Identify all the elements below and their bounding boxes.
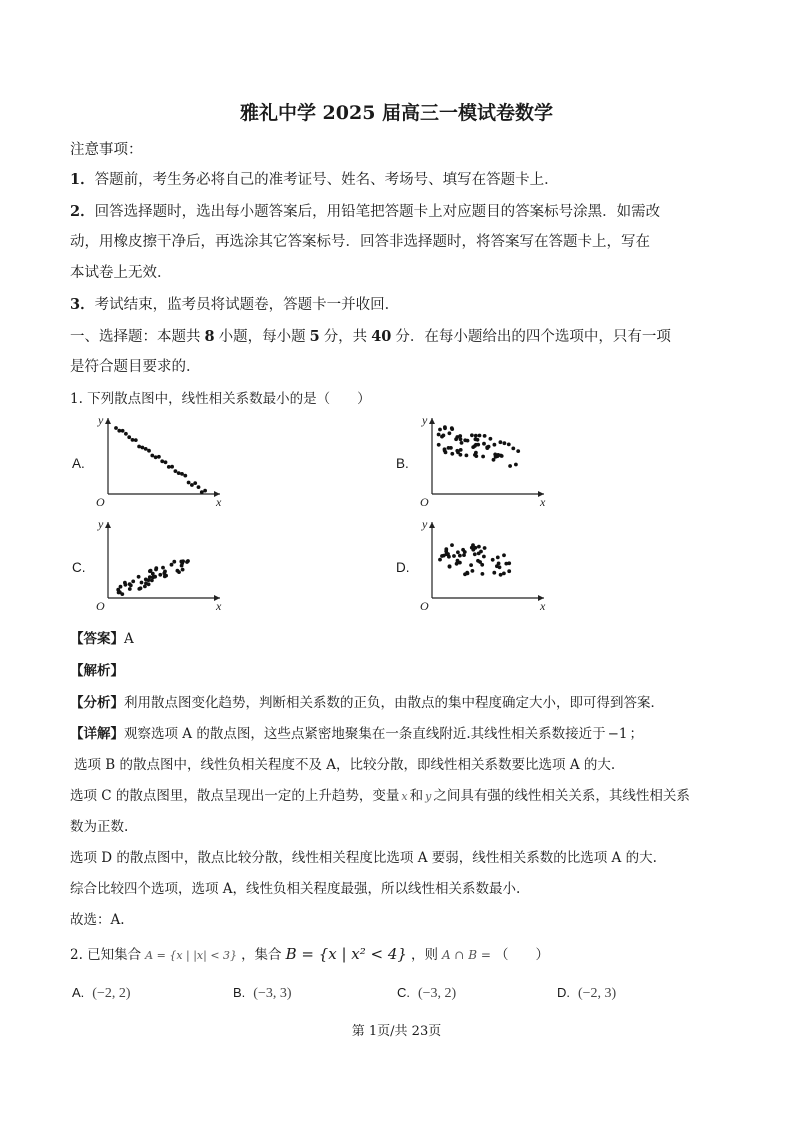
answer-line [70, 627, 134, 647]
option-c-label: C. [72, 560, 86, 575]
scatter-point [499, 573, 503, 577]
answer-value: A [124, 631, 134, 647]
origin-label: O [96, 599, 105, 613]
scatter-point [164, 574, 168, 578]
scatter-point [511, 447, 515, 451]
scatter-point [440, 554, 444, 558]
scatter-point [444, 547, 448, 551]
scatter-point [137, 445, 141, 449]
scatter-point [144, 447, 148, 451]
notice-item-2-line-2: 动，用橡皮擦干净后，再选涂其它答案标号．回答非选择题时，将答案写在答题卡上，写在 [70, 234, 650, 250]
scatter-point [473, 552, 477, 556]
scatter-point [160, 459, 164, 463]
y-axis-arrow [105, 418, 111, 424]
scatter-point [479, 550, 483, 554]
scatter-point [442, 434, 446, 438]
scatter-point [151, 572, 155, 576]
fenxi-line: 【分析】利用散点图变化趋势，判断相关系数的正负，由散点的集中程度确定大小，即可得到答案． [70, 695, 664, 711]
scatter-point [187, 481, 191, 485]
scatter-point [117, 429, 121, 433]
y-axis-arrow [429, 418, 435, 424]
scatter-point [134, 438, 138, 442]
scatter-point [502, 572, 506, 576]
notice-item-2-line-1: 2．回答选择题时，选出每小题答案后，用铅笔把答题卡上对应题目的答案标号涂黑．如需改 [70, 203, 661, 220]
scatter-point [493, 443, 497, 447]
scatter-point [483, 546, 487, 550]
scatter-point [496, 453, 500, 457]
scatter-point [200, 490, 204, 494]
total-points: 40 [371, 328, 392, 345]
scatter-point [508, 464, 512, 468]
scatter-point [443, 447, 447, 451]
scatter-plot-a [92, 412, 227, 508]
scatter-point [446, 552, 450, 556]
scatter-point [150, 454, 154, 458]
notice-item-1-text: 答题前，考生务必将自己的准考证号、姓名、考场号、填写在答题卡上． [94, 172, 559, 188]
scatter-point [144, 578, 148, 582]
scatter-point [499, 440, 503, 444]
scatter-plot-c [92, 516, 227, 612]
scatter-point [507, 443, 511, 447]
scatter-point [462, 553, 466, 557]
q2-option-c: C. (−3, 2) [397, 985, 457, 1001]
q2-option-d: D. (−2, 3) [557, 985, 617, 1001]
page-footer: 第 1页/共 23页 [351, 1024, 442, 1039]
option-b-label: B. [396, 456, 409, 471]
scatter-point [139, 586, 143, 590]
scatter-point [150, 579, 154, 583]
scatter-point [496, 556, 500, 560]
scatter-point [461, 548, 465, 552]
origin-label: O [420, 495, 429, 509]
scatter-point [498, 565, 502, 569]
intersection-expr: A ∩ B = [441, 948, 491, 962]
y-axis-label: y [98, 413, 104, 427]
x-axis-label: x [216, 599, 222, 613]
scatter-point [437, 443, 441, 447]
q2-option-a: A. (−2, 2) [72, 985, 131, 1001]
scatter-point [154, 455, 158, 459]
explanation-c-line-2: 数为正数. [70, 819, 129, 835]
scatter-point [452, 554, 456, 558]
scatter-point [154, 566, 158, 570]
scatter-point [203, 489, 207, 493]
scatter-point [119, 585, 123, 589]
scatter-point [481, 455, 485, 459]
origin-label: O [96, 495, 105, 509]
scatter-point [482, 442, 486, 446]
scatter-point [474, 434, 478, 438]
scatter-point [483, 434, 487, 438]
scatter-point [459, 437, 463, 441]
scatter-point [471, 543, 475, 547]
scatter-point [459, 448, 463, 452]
correlation-value: −1 [607, 726, 628, 742]
x-axis-label: x [540, 495, 546, 509]
scatter-point [185, 560, 189, 564]
x-axis-label: x [216, 495, 222, 509]
question-count: 8 [204, 328, 215, 345]
scatter-point [459, 453, 463, 457]
y-axis-arrow [429, 522, 435, 528]
scatter-point [161, 566, 165, 570]
scatter-point [447, 446, 451, 450]
set-b: B = {x | x² < 4} [285, 945, 407, 963]
scatter-plot-d [416, 516, 551, 612]
scatter-point [141, 446, 145, 450]
scatter-point [183, 474, 187, 478]
scatter-point [190, 483, 194, 487]
scatter-point [131, 580, 135, 584]
scatter-point [502, 553, 506, 557]
y-axis-label: y [422, 517, 428, 531]
scatter-point [448, 431, 452, 435]
scatter-point [497, 562, 501, 566]
scatter-point [482, 555, 486, 559]
scatter-point [458, 554, 462, 558]
scatter-point [114, 426, 118, 430]
scatter-point [121, 429, 125, 433]
scatter-point [127, 435, 131, 439]
scatter-point [476, 559, 480, 563]
scatter-point [193, 481, 197, 485]
explanation-d: 选项 D 的散点图中，散点比较分散，线性相关程度比选项 A 要弱，线性相关系数的比选项 A 的大. [70, 850, 657, 866]
y-axis-label: y [422, 413, 428, 427]
scatter-point [480, 563, 484, 567]
scatter-point [180, 561, 184, 565]
scatter-point [181, 568, 185, 572]
option-a-label: A. [72, 456, 85, 471]
scatter-point [140, 581, 144, 585]
scatter-point [170, 465, 174, 469]
scatter-point [481, 572, 485, 576]
scatter-point [170, 563, 174, 567]
explanation-c-line-1: 选项 C 的散点图里，散点呈现出一定的上升趋势，变量 x 和 y 之间具有强的线性相关关系，其线性相关系 [70, 788, 690, 804]
final-choice: 故选：A. [70, 912, 125, 928]
scatter-point [450, 452, 454, 456]
scatter-point [455, 435, 459, 439]
scatter-point [470, 433, 474, 437]
answer-tag: 【答案】 [70, 631, 124, 647]
notice-item-1 [70, 168, 559, 189]
scatter-point [177, 570, 181, 574]
scatter-point [124, 583, 128, 587]
scatter-point [158, 573, 162, 577]
notice-item-1-number: 1． [70, 171, 95, 188]
scatter-point [474, 454, 478, 458]
scatter-point [149, 569, 153, 573]
scatter-point [507, 561, 511, 565]
scatter-point [172, 560, 176, 564]
scatter-point [489, 437, 493, 441]
x-axis-label: x [540, 599, 546, 613]
scatter-point [455, 449, 459, 453]
scatter-point [148, 575, 152, 579]
scatter-point [456, 550, 460, 554]
scatter-point [476, 443, 480, 447]
analysis-tag: 【解析】 [70, 663, 124, 679]
scatter-point [120, 592, 124, 596]
scatter-point [507, 569, 511, 573]
scatter-point [463, 438, 467, 442]
y-axis-arrow [105, 522, 111, 528]
scatter-point [437, 433, 441, 437]
scatter-point [117, 591, 121, 595]
notice-item-2-number: 2． [70, 203, 95, 220]
scatter-point [469, 563, 473, 567]
scatter-point [477, 545, 481, 549]
option-d-label: D. [396, 560, 410, 575]
scatter-plot-b [416, 412, 551, 508]
section-heading-line-2: 是符合题目要求的． [70, 359, 201, 375]
scatter-point [456, 559, 460, 563]
explanation-b: 选项 B 的散点图中，线性负相关程度不及 A，比较分散，即线性相关系数要比选项 A 的大. [74, 757, 616, 773]
scatter-point [124, 432, 128, 436]
scatter-point [128, 587, 132, 591]
scatter-point [174, 469, 178, 473]
scatter-point [177, 471, 181, 475]
scatter-point [167, 465, 171, 469]
set-a: A = {x | |x| < 3} [145, 949, 238, 962]
scatter-point [450, 543, 454, 547]
y-axis-label: y [98, 517, 104, 531]
notice-item-3-number: 3． [70, 296, 95, 313]
scatter-point [448, 564, 452, 568]
scatter-point [478, 434, 482, 438]
scatter-point [131, 438, 135, 442]
scatter-point [438, 558, 442, 562]
page-title: 雅礼中学 2025 届高三一模试卷数学 [239, 102, 554, 124]
scatter-point [438, 428, 442, 432]
scatter-point [164, 460, 168, 464]
scatter-point [147, 449, 151, 453]
xiangjie-line: 【详解】观察选项 A 的散点图，这些点紧密地聚集在一条直线附近.其线性相关系数接近于 −1 ； [70, 726, 644, 742]
notice-item-3: 3．考试结束，监考员将试题卷，答题卡一并收回． [70, 296, 400, 313]
scatter-point [514, 463, 518, 467]
scatter-point [143, 585, 147, 589]
scatter-point [471, 569, 475, 573]
q2-option-b: B. (−3, 3) [233, 985, 292, 1001]
scatter-point [516, 449, 520, 453]
scatter-point [476, 438, 480, 442]
explanation-summary: 综合比较四个选项，选项 A，线性负相关程度最强，所以线性相关系数最小. [70, 881, 521, 897]
scatter-point [180, 472, 184, 476]
section-heading-line-1: 一、选择题：本题共 8 小题，每小题 5 分，共 40 分．在每小题给出的四个选项中，只有一项 [70, 328, 671, 345]
scatter-point [491, 558, 495, 562]
scatter-point [157, 455, 161, 459]
scatter-point [463, 572, 467, 576]
scatter-point [492, 571, 496, 575]
question-1-stem: 1. 下列散点图中，线性相关系数最小的是（ ） [70, 391, 371, 407]
scatter-point [503, 441, 507, 445]
scatter-point [128, 582, 132, 586]
scatter-point [450, 426, 454, 430]
scatter-point [137, 575, 141, 579]
origin-label: O [420, 599, 429, 613]
scatter-point [460, 441, 464, 445]
notice-item-2-line-3: 本试卷上无效． [70, 265, 172, 281]
question-2-stem: 2. 已知集合 A = {x | |x| < 3} ，集合 B = {x | x² < 4} ，则 A ∩ B = （ ） [70, 945, 549, 963]
scatter-point [443, 426, 447, 430]
scatter-point [474, 451, 478, 455]
scatter-point [465, 454, 469, 458]
notice-heading: 注意事项： [70, 142, 143, 158]
scatter-point [485, 446, 489, 450]
points-each: 5 [309, 328, 320, 345]
scatter-point [492, 458, 496, 462]
scatter-point [197, 485, 201, 489]
